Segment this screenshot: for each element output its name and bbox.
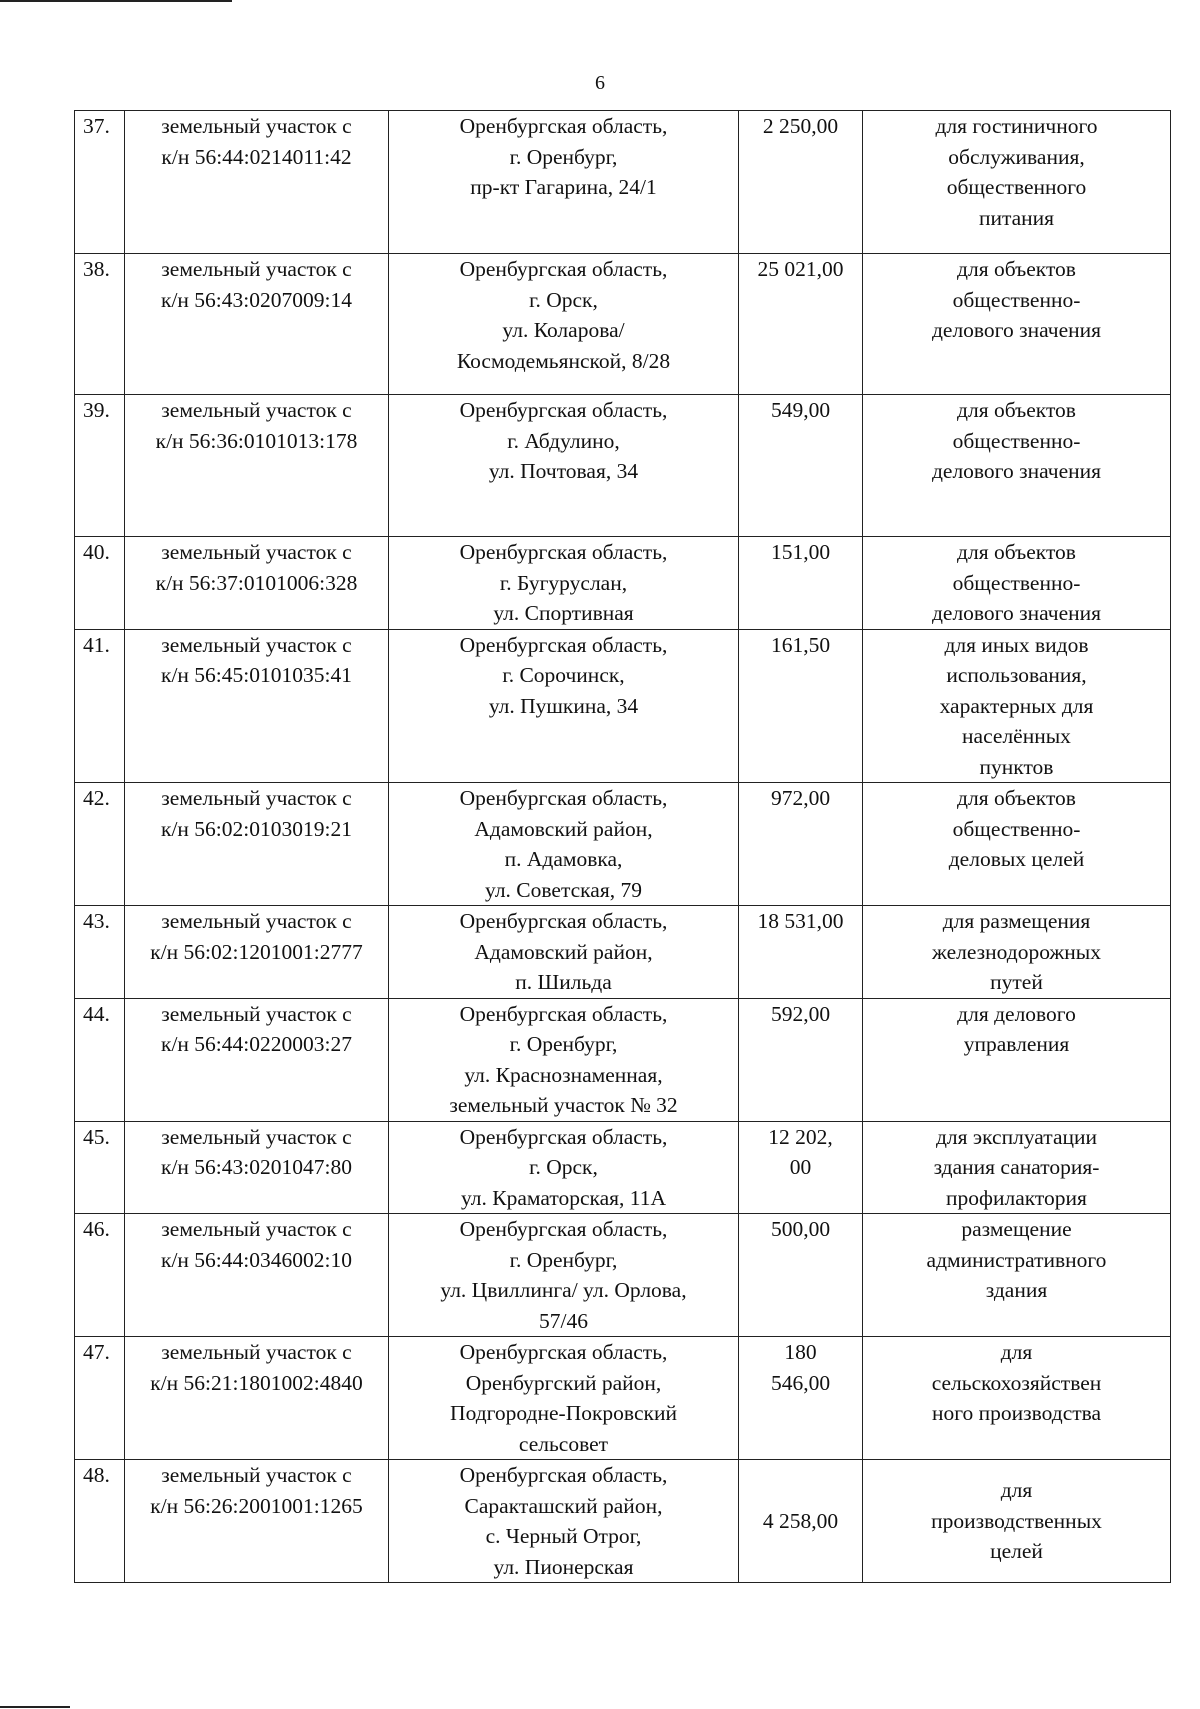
purpose-cell xyxy=(863,906,1171,999)
address-line: ул. Пионерская xyxy=(493,1554,634,1579)
object-cell xyxy=(125,1121,389,1214)
address-line: г. Орск, xyxy=(529,1155,598,1179)
purpose-line: использования, xyxy=(946,663,1087,687)
row-number-cell: 42. xyxy=(75,783,125,906)
address-cell xyxy=(389,254,739,395)
area-line: 00 xyxy=(789,1155,812,1179)
purpose-line: общественного xyxy=(946,175,1087,199)
address-line: г. Сорочинск, xyxy=(502,663,625,687)
area-line: 592,00 xyxy=(770,1001,831,1026)
object-line: земельный участок с xyxy=(161,1001,352,1026)
address-line: ул. Краматорская, 11А xyxy=(460,1185,667,1210)
purpose-line: для объектов xyxy=(957,398,1076,422)
address-line: сельсовет xyxy=(518,1431,609,1456)
object-line: земельный участок с xyxy=(161,540,352,564)
purpose-cell xyxy=(863,629,1171,783)
purpose-line: административного xyxy=(926,1247,1107,1272)
address-line: Оренбургская область, xyxy=(459,1217,668,1241)
object-cell xyxy=(125,1214,389,1337)
address-line: пр-кт Гагарина, 24/1 xyxy=(470,175,657,199)
purpose-cell xyxy=(863,1337,1171,1460)
row-number-cell: 47. xyxy=(75,1337,125,1460)
purpose-line: для объектов xyxy=(957,540,1076,564)
address-cell xyxy=(389,1460,739,1583)
area-cell xyxy=(739,537,863,630)
object-line: земельный участок с xyxy=(161,632,352,657)
address-cell xyxy=(389,998,739,1121)
object-cell xyxy=(125,1337,389,1460)
table-row xyxy=(75,998,1171,1121)
purpose-line: профилактория xyxy=(946,1185,1087,1210)
address-line: Подгородне-Покровский xyxy=(450,1401,677,1425)
purpose-cell xyxy=(863,254,1171,395)
bottom-left-scan-line xyxy=(0,1706,70,1708)
object-line: к/н 56:21:1801002:4840 xyxy=(150,1370,363,1395)
address-line: 57/46 xyxy=(539,1308,588,1333)
object-line: земельный участок с xyxy=(161,786,352,810)
address-line: Оренбургская область, xyxy=(459,1124,668,1149)
purpose-cell xyxy=(863,1214,1171,1337)
area-cell xyxy=(739,111,863,254)
object-line: земельный участок с xyxy=(161,1124,352,1149)
purpose-line: железнодорожных xyxy=(932,939,1101,964)
address-line: с. Черный Отрог, xyxy=(485,1524,642,1548)
address-line: Оренбургская область, xyxy=(459,909,668,933)
table-row xyxy=(75,111,1171,254)
table-row xyxy=(75,395,1171,537)
address-line: ул. Спортивная xyxy=(493,601,634,625)
address-line: г. Бугуруслан, xyxy=(499,570,628,595)
address-cell xyxy=(389,1214,739,1337)
purpose-line: общественно- xyxy=(952,428,1081,453)
address-line: Оренбургская область, xyxy=(459,1340,668,1364)
purpose-cell xyxy=(863,395,1171,537)
purpose-line: здания санатория- xyxy=(933,1155,1100,1179)
area-line: 18 531,00 xyxy=(757,909,844,933)
table-row xyxy=(75,906,1171,999)
area-line: 180 xyxy=(784,1340,817,1364)
purpose-line: размещение xyxy=(961,1217,1072,1241)
area-cell xyxy=(739,998,863,1121)
purpose-line: характерных для xyxy=(939,693,1094,718)
address-line: Оренбургская область, xyxy=(459,632,668,657)
address-line: Оренбургская область, xyxy=(459,398,668,422)
address-line: п. Адамовка, xyxy=(504,847,623,871)
purpose-line: для объектов xyxy=(957,257,1076,281)
object-line: к/н 56:45:0101035:41 xyxy=(161,663,352,687)
object-line: земельный участок с xyxy=(161,1217,352,1241)
address-cell xyxy=(389,906,739,999)
purpose-line: для размещения xyxy=(942,909,1091,933)
table-row xyxy=(75,1337,1171,1460)
purpose-cell xyxy=(863,537,1171,630)
object-line: к/н 56:44:0220003:27 xyxy=(161,1032,352,1056)
row-number-cell: 39. xyxy=(75,395,125,537)
address-line: г. Оренбург, xyxy=(509,144,618,169)
address-cell xyxy=(389,1337,739,1460)
purpose-line: для xyxy=(1000,1478,1033,1503)
area-line: 500,00 xyxy=(770,1217,831,1241)
object-line: земельный участок с xyxy=(161,398,352,422)
purpose-line: обслуживания, xyxy=(948,144,1085,169)
address-cell xyxy=(389,111,739,254)
address-line: Оренбургская область, xyxy=(459,114,668,138)
area-cell xyxy=(739,395,863,537)
area-line: 25 021,00 xyxy=(757,257,844,281)
object-cell xyxy=(125,629,389,783)
purpose-cell xyxy=(863,783,1171,906)
address-line: Оренбургская область, xyxy=(459,257,668,281)
purpose-line: производственных xyxy=(931,1508,1102,1533)
purpose-line: делового значения xyxy=(931,318,1102,342)
purpose-line: общественно- xyxy=(952,816,1081,841)
object-line: земельный участок с xyxy=(161,114,352,138)
row-number-cell: 38. xyxy=(75,254,125,395)
object-line: к/н 56:43:0201047:80 xyxy=(161,1155,352,1179)
object-line: к/н 56:37:0101006:328 xyxy=(155,570,358,595)
purpose-line: делового значения xyxy=(931,601,1102,625)
row-number-cell: 48. xyxy=(75,1460,125,1583)
purpose-line: населённых xyxy=(962,724,1071,748)
purpose-line: для xyxy=(1000,1340,1033,1364)
address-line: ул. Пушкина, 34 xyxy=(488,693,639,718)
object-line: к/н 56:43:0207009:14 xyxy=(161,287,352,312)
row-number-cell: 46. xyxy=(75,1214,125,1337)
address-line: Оренбургская область, xyxy=(459,540,668,564)
purpose-line: здания xyxy=(985,1278,1048,1302)
area-cell xyxy=(739,629,863,783)
object-line: к/н 56:02:0103019:21 xyxy=(161,816,352,841)
land-plots-table xyxy=(74,110,1171,1583)
object-line: земельный участок с xyxy=(161,909,352,933)
purpose-line: общественно- xyxy=(952,287,1081,312)
address-line: г. Оренбург, xyxy=(509,1032,618,1056)
address-line: г. Орск, xyxy=(529,287,598,312)
address-line: ул. Советская, 79 xyxy=(485,877,642,902)
purpose-line: питания xyxy=(978,205,1055,230)
purpose-cell xyxy=(863,998,1171,1121)
object-cell xyxy=(125,906,389,999)
address-cell xyxy=(389,395,739,537)
table-body xyxy=(75,111,1171,1583)
object-cell xyxy=(125,1460,389,1583)
purpose-line: для объектов xyxy=(957,786,1076,810)
address-line: Саракташский район, xyxy=(464,1493,663,1518)
table-row xyxy=(75,1121,1171,1214)
object-line: к/н 56:26:2001001:1265 xyxy=(150,1493,363,1518)
object-line: земельный участок с xyxy=(161,1340,352,1364)
purpose-line: управления xyxy=(963,1032,1070,1056)
purpose-line: для иных видов xyxy=(944,632,1089,657)
table-row xyxy=(75,1460,1171,1583)
address-cell xyxy=(389,629,739,783)
row-number-cell: 44. xyxy=(75,998,125,1121)
address-line: ул. Краснознаменная, xyxy=(464,1062,663,1087)
address-line: ул. Почтовая, 34 xyxy=(488,459,639,483)
purpose-line: для эксплуатации xyxy=(935,1124,1098,1149)
address-line: Оренбургская область, xyxy=(459,786,668,810)
purpose-line: для гостиничного xyxy=(935,114,1098,138)
purpose-line: деловых целей xyxy=(948,847,1085,871)
object-cell xyxy=(125,783,389,906)
address-line: Оренбургская область, xyxy=(459,1001,668,1026)
purpose-cell xyxy=(863,1121,1171,1214)
area-cell xyxy=(739,1214,863,1337)
page-number: 6 xyxy=(595,72,605,94)
address-cell xyxy=(389,537,739,630)
purpose-line: целей xyxy=(990,1539,1043,1564)
object-line: к/н 56:02:1201001:2777 xyxy=(150,939,363,964)
purpose-line: делового значения xyxy=(931,459,1102,483)
area-line: 151,00 xyxy=(770,540,831,564)
row-number-cell: 37. xyxy=(75,111,125,254)
table-row xyxy=(75,254,1171,395)
area-cell xyxy=(739,1121,863,1214)
address-line: ул. Коларова/ xyxy=(502,318,625,342)
object-line: к/н 56:44:0346002:10 xyxy=(161,1247,352,1272)
table-row xyxy=(75,783,1171,906)
table-row xyxy=(75,537,1171,630)
address-line: земельный участок № 32 xyxy=(449,1093,678,1117)
object-cell xyxy=(125,111,389,254)
address-line: Оренбургская область, xyxy=(459,1463,668,1487)
address-line: ул. Цвиллинга/ ул. Орлова, xyxy=(440,1278,687,1302)
purpose-line: сельскохозяйствен xyxy=(931,1370,1102,1395)
object-cell xyxy=(125,254,389,395)
purpose-line: для делового xyxy=(957,1001,1076,1026)
table-row xyxy=(75,1214,1171,1337)
area-line: 4 258,00 xyxy=(762,1508,839,1533)
object-line: к/н 56:44:0214011:42 xyxy=(161,144,352,169)
area-line: 549,00 xyxy=(770,398,831,422)
table-row xyxy=(75,629,1171,783)
object-line: земельный участок с xyxy=(161,257,352,281)
row-number-cell: 43. xyxy=(75,906,125,999)
address-line: Адамовский район, xyxy=(474,939,653,964)
row-number-cell: 41. xyxy=(75,629,125,783)
row-number-cell: 45. xyxy=(75,1121,125,1214)
area-cell xyxy=(739,906,863,999)
area-line: 12 202, xyxy=(768,1124,833,1149)
object-cell xyxy=(125,395,389,537)
address-cell xyxy=(389,783,739,906)
area-cell xyxy=(739,1460,863,1583)
purpose-line: путей xyxy=(990,970,1043,994)
object-line: к/н 56:36:0101013:178 xyxy=(155,428,358,453)
top-left-scan-line xyxy=(0,0,232,2)
object-line: земельный участок с xyxy=(161,1463,352,1487)
address-line: Оренбургский район, xyxy=(465,1370,662,1395)
area-line: 161,50 xyxy=(770,632,831,657)
purpose-cell xyxy=(863,1460,1171,1583)
object-cell xyxy=(125,537,389,630)
object-cell xyxy=(125,998,389,1121)
purpose-line: общественно- xyxy=(952,570,1081,595)
purpose-line: ного производства xyxy=(931,1401,1102,1425)
purpose-cell xyxy=(863,111,1171,254)
area-line: 2 250,00 xyxy=(762,114,839,138)
purpose-line: пунктов xyxy=(979,754,1054,779)
area-line: 546,00 xyxy=(770,1370,831,1395)
address-line: г. Оренбург, xyxy=(509,1247,618,1272)
address-line: г. Абдулино, xyxy=(507,428,620,453)
address-line: п. Шильда xyxy=(515,970,612,994)
row-number-cell: 40. xyxy=(75,537,125,630)
area-cell xyxy=(739,783,863,906)
address-line: Адамовский район, xyxy=(474,816,653,841)
area-cell xyxy=(739,254,863,395)
address-cell xyxy=(389,1121,739,1214)
area-cell xyxy=(739,1337,863,1460)
area-line: 972,00 xyxy=(770,786,831,810)
address-line: Космодемьянской, 8/28 xyxy=(456,348,671,373)
